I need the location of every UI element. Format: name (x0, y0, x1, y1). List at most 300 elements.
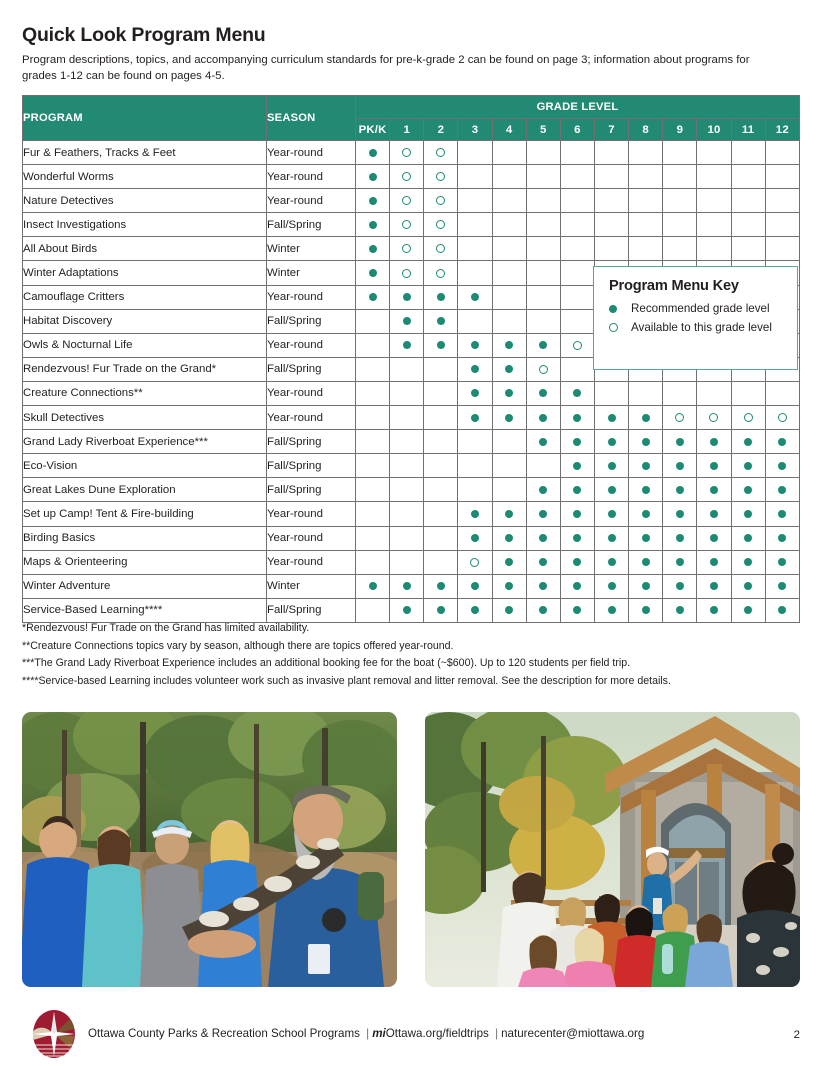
grade-cell-empty (424, 357, 458, 381)
program-name: Nature Detectives (23, 189, 267, 213)
grade-cell-recommended (663, 526, 697, 550)
filled-dot-icon (676, 534, 684, 542)
table-row (23, 189, 800, 213)
grade-cell-empty (458, 141, 492, 165)
grade-cell-recommended (765, 598, 799, 622)
col-header-grade-11: 11 (731, 119, 765, 141)
grade-cell-recommended (424, 309, 458, 333)
filled-dot-icon (710, 510, 718, 518)
grade-cell-recommended (731, 430, 765, 454)
grade-cell-recommended (356, 189, 390, 213)
filled-dot-icon (744, 486, 752, 494)
filled-dot-icon (369, 582, 377, 590)
filled-dot-icon (573, 534, 581, 542)
grade-cell-empty (492, 189, 526, 213)
grade-cell-available (390, 165, 424, 189)
ottawa-county-parks-logo (30, 1009, 78, 1059)
footer-email[interactable]: naturecenter@miottawa.org (501, 1027, 645, 1040)
open-circle-icon (402, 196, 411, 205)
footer-org: Ottawa County Parks & Recreation School Programs (88, 1027, 360, 1040)
program-season: Year-round (267, 285, 356, 309)
grade-cell-recommended (594, 430, 628, 454)
grade-cell-empty (458, 261, 492, 285)
program-season: Fall/Spring (267, 357, 356, 381)
filled-dot-icon (710, 558, 718, 566)
table-row (23, 406, 800, 430)
grade-cell-empty (560, 309, 594, 333)
table-head (23, 96, 800, 141)
filled-dot-icon (471, 510, 479, 518)
grade-cell-empty (458, 165, 492, 189)
grade-cell-empty (424, 526, 458, 550)
grade-cell-empty (663, 141, 697, 165)
page-title: Quick Look Program Menu (22, 24, 266, 46)
grade-cell-recommended (526, 381, 560, 405)
grade-cell-empty (663, 165, 697, 189)
filled-dot-icon (539, 486, 547, 494)
grade-cell-empty (492, 213, 526, 237)
grade-cell-available (424, 213, 458, 237)
filled-dot-icon (369, 293, 377, 301)
open-circle-icon (436, 172, 445, 181)
filled-dot-icon (403, 341, 411, 349)
grade-cell-recommended (594, 454, 628, 478)
open-circle-icon (744, 413, 753, 422)
grade-cell-available (424, 165, 458, 189)
open-circle-icon (436, 269, 445, 278)
program-name: Creature Connections** (23, 381, 267, 405)
grade-cell-empty (458, 237, 492, 261)
grade-cell-recommended (560, 526, 594, 550)
program-menu-table-wrap (22, 95, 800, 623)
filled-dot-icon (676, 510, 684, 518)
program-name: Maps & Orienteering (23, 550, 267, 574)
grade-cell-empty (492, 237, 526, 261)
open-circle-icon (609, 318, 631, 337)
grade-cell-recommended (629, 478, 663, 502)
filled-dot-icon (710, 606, 718, 614)
col-header-grade-7: 7 (594, 119, 628, 141)
program-name: Camouflage Critters (23, 285, 267, 309)
grade-cell-empty (731, 237, 765, 261)
grade-cell-empty (390, 406, 424, 430)
grade-cell-available (765, 406, 799, 430)
grade-cell-recommended (663, 598, 697, 622)
open-circle-icon (470, 558, 479, 567)
grade-cell-empty (629, 213, 663, 237)
filled-dot-icon (437, 606, 445, 614)
grade-cell-empty (765, 237, 799, 261)
photo-naturalist-with-children (22, 712, 397, 987)
program-name: Wonderful Worms (23, 165, 267, 189)
grade-cell-empty (526, 189, 560, 213)
grade-cell-recommended (390, 574, 424, 598)
grade-cell-recommended (356, 165, 390, 189)
grade-cell-recommended (356, 261, 390, 285)
grade-cell-recommended (697, 526, 731, 550)
program-season: Winter (267, 237, 356, 261)
grade-cell-empty (560, 213, 594, 237)
grade-cell-recommended (697, 550, 731, 574)
grade-cell-recommended (663, 454, 697, 478)
grade-cell-recommended (424, 574, 458, 598)
filled-dot-icon (744, 462, 752, 470)
col-header-grade-12: 12 (765, 119, 799, 141)
open-circle-icon (675, 413, 684, 422)
footnote: ***The Grand Lady Riverboat Experience includes an additional booking fee for the boat (~$600). Up to 120 students per field trip. (22, 657, 631, 670)
grade-cell-empty (356, 526, 390, 550)
grade-cell-empty (356, 406, 390, 430)
grade-cell-recommended (594, 550, 628, 574)
footer-text (88, 1027, 644, 1040)
grade-cell-recommended (526, 478, 560, 502)
grade-cell-recommended (629, 598, 663, 622)
grade-cell-empty (458, 213, 492, 237)
grade-cell-empty (594, 165, 628, 189)
grade-cell-available (731, 406, 765, 430)
grade-cell-recommended (629, 502, 663, 526)
grade-cell-empty (560, 261, 594, 285)
footnote: **Creature Connections topics vary by season, although there are topics offered year-round. (22, 639, 454, 652)
filled-dot-icon (710, 486, 718, 494)
table-row (23, 454, 800, 478)
grade-cell-empty (356, 357, 390, 381)
filled-dot-icon (573, 582, 581, 590)
grade-cell-empty (526, 261, 560, 285)
grade-cell-empty (629, 189, 663, 213)
table-row (23, 478, 800, 502)
filled-dot-icon (608, 486, 616, 494)
filled-dot-icon (505, 534, 513, 542)
filled-dot-icon (573, 486, 581, 494)
grade-cell-empty (663, 213, 697, 237)
col-header-grade-9: 9 (663, 119, 697, 141)
col-header-grade-level: GRADE LEVEL (356, 96, 800, 119)
filled-dot-icon (642, 582, 650, 590)
grade-cell-empty (492, 165, 526, 189)
key-row-available (609, 318, 797, 337)
grade-cell-recommended (697, 478, 731, 502)
filled-dot-icon (778, 558, 786, 566)
table-row (23, 502, 800, 526)
filled-dot-icon (608, 582, 616, 590)
grade-cell-empty (629, 381, 663, 405)
filled-dot-icon (539, 389, 547, 397)
filled-dot-icon (539, 510, 547, 518)
grade-cell-recommended (629, 406, 663, 430)
grade-cell-empty (765, 213, 799, 237)
grade-cell-empty (390, 502, 424, 526)
grade-cell-recommended (458, 333, 492, 357)
table-body (23, 141, 800, 623)
program-name: Winter Adaptations (23, 261, 267, 285)
grade-cell-empty (526, 141, 560, 165)
grade-cell-recommended (765, 574, 799, 598)
footer-website-rest[interactable]: Ottawa.org/fieldtrips (385, 1027, 489, 1040)
grade-cell-empty (424, 406, 458, 430)
grade-cell-available (663, 406, 697, 430)
grade-cell-available (390, 141, 424, 165)
col-header-grade-1: 1 (390, 119, 424, 141)
grade-cell-recommended (526, 333, 560, 357)
grade-cell-recommended (526, 574, 560, 598)
program-season: Year-round (267, 333, 356, 357)
grade-cell-recommended (560, 478, 594, 502)
filled-dot-icon (744, 558, 752, 566)
table-row (23, 213, 800, 237)
filled-dot-icon (778, 486, 786, 494)
grade-cell-empty (560, 141, 594, 165)
filled-dot-icon (676, 558, 684, 566)
grade-cell-empty (492, 430, 526, 454)
page-footer (0, 1003, 822, 1065)
grade-cell-empty (697, 213, 731, 237)
col-header-season: SEASON (267, 96, 356, 141)
filled-dot-icon (505, 582, 513, 590)
filled-dot-icon (505, 558, 513, 566)
footnote: *Rendezvous! Fur Trade on the Grand has limited availability. (22, 622, 310, 634)
filled-dot-icon (608, 534, 616, 542)
open-circle-icon (778, 413, 787, 422)
filled-dot-icon (744, 510, 752, 518)
filled-dot-icon (778, 510, 786, 518)
program-name: Owls & Nocturnal Life (23, 333, 267, 357)
page-intro: Program descriptions, topics, and accompanying curriculum standards for pre-k-grade 2 can be found on page 3; information about programs for grades 1-12 can be found on pages 4-5. (22, 54, 750, 82)
grade-cell-recommended (492, 598, 526, 622)
grade-cell-recommended (560, 454, 594, 478)
grade-cell-recommended (458, 502, 492, 526)
filled-dot-icon (642, 438, 650, 446)
filled-dot-icon (573, 558, 581, 566)
grade-cell-empty (356, 454, 390, 478)
filled-dot-icon (710, 462, 718, 470)
grade-cell-recommended (697, 574, 731, 598)
grade-cell-recommended (663, 502, 697, 526)
grade-cell-recommended (731, 454, 765, 478)
grade-cell-recommended (492, 502, 526, 526)
grade-cell-empty (697, 237, 731, 261)
filled-dot-icon (369, 149, 377, 157)
filled-dot-icon (710, 534, 718, 542)
grade-cell-recommended (663, 430, 697, 454)
open-circle-icon (402, 269, 411, 278)
grade-cell-available (526, 357, 560, 381)
grade-cell-recommended (594, 502, 628, 526)
program-season: Fall/Spring (267, 598, 356, 622)
grade-cell-recommended (424, 598, 458, 622)
program-name: Winter Adventure (23, 574, 267, 598)
grade-cell-recommended (765, 454, 799, 478)
grade-cell-recommended (390, 598, 424, 622)
program-season: Year-round (267, 189, 356, 213)
grade-cell-recommended (731, 502, 765, 526)
grade-cell-available (390, 261, 424, 285)
table-row (23, 141, 800, 165)
grade-cell-empty (526, 213, 560, 237)
grade-cell-recommended (731, 526, 765, 550)
grade-cell-recommended (560, 502, 594, 526)
grade-cell-empty (390, 381, 424, 405)
grade-cell-recommended (492, 574, 526, 598)
program-season: Year-round (267, 141, 356, 165)
grade-cell-empty (526, 285, 560, 309)
grade-cell-empty (697, 189, 731, 213)
program-season: Fall/Spring (267, 454, 356, 478)
grade-cell-recommended (560, 381, 594, 405)
grade-cell-empty (594, 213, 628, 237)
grade-cell-available (697, 406, 731, 430)
grade-cell-available (458, 550, 492, 574)
grade-cell-empty (560, 237, 594, 261)
grade-cell-empty (765, 141, 799, 165)
grade-cell-recommended (629, 454, 663, 478)
filled-dot-icon (710, 438, 718, 446)
filled-dot-icon (437, 317, 445, 325)
grade-cell-empty (697, 165, 731, 189)
grade-cell-recommended (492, 381, 526, 405)
program-season: Fall/Spring (267, 430, 356, 454)
page-header (22, 24, 800, 84)
filled-dot-icon (471, 606, 479, 614)
program-season: Fall/Spring (267, 213, 356, 237)
table-row (23, 237, 800, 261)
filled-dot-icon (539, 414, 547, 422)
open-circle-icon (402, 148, 411, 157)
grade-cell-recommended (765, 478, 799, 502)
grade-cell-recommended (697, 598, 731, 622)
grade-cell-recommended (458, 574, 492, 598)
grade-cell-recommended (458, 406, 492, 430)
filled-dot-icon (539, 534, 547, 542)
grade-cell-empty (492, 141, 526, 165)
program-season: Fall/Spring (267, 309, 356, 333)
grade-cell-empty (390, 454, 424, 478)
filled-dot-icon (471, 582, 479, 590)
grade-cell-recommended (458, 357, 492, 381)
grade-cell-recommended (424, 285, 458, 309)
filled-dot-icon (369, 221, 377, 229)
filled-dot-icon (539, 558, 547, 566)
filled-dot-icon (642, 534, 650, 542)
grade-cell-recommended (390, 333, 424, 357)
filled-dot-icon (676, 606, 684, 614)
grade-cell-available (424, 237, 458, 261)
open-circle-icon (402, 220, 411, 229)
filled-dot-icon (642, 414, 650, 422)
program-name: All About Birds (23, 237, 267, 261)
grade-cell-recommended (458, 598, 492, 622)
program-name: Birding Basics (23, 526, 267, 550)
filled-dot-icon (676, 582, 684, 590)
open-circle-icon (436, 196, 445, 205)
grade-cell-recommended (594, 598, 628, 622)
program-name: Fur & Feathers, Tracks & Feet (23, 141, 267, 165)
grade-cell-recommended (731, 574, 765, 598)
grade-cell-empty (526, 309, 560, 333)
grade-cell-recommended (458, 381, 492, 405)
grade-cell-recommended (560, 430, 594, 454)
grade-cell-recommended (731, 598, 765, 622)
col-header-grade-6: 6 (560, 119, 594, 141)
filled-dot-icon (403, 606, 411, 614)
program-name: Skull Detectives (23, 406, 267, 430)
grade-cell-empty (458, 309, 492, 333)
filled-dot-icon (505, 414, 513, 422)
grade-cell-empty (663, 381, 697, 405)
grade-cell-recommended (731, 478, 765, 502)
grade-cell-available (390, 189, 424, 213)
footer-separator-1: | (366, 1027, 370, 1040)
grade-cell-empty (629, 165, 663, 189)
grade-cell-empty (390, 430, 424, 454)
grade-cell-empty (594, 189, 628, 213)
filled-dot-icon (369, 245, 377, 253)
grade-cell-empty (356, 478, 390, 502)
filled-dot-icon (642, 606, 650, 614)
grade-cell-empty (424, 550, 458, 574)
grade-cell-empty (526, 237, 560, 261)
program-season: Year-round (267, 406, 356, 430)
open-circle-icon (402, 172, 411, 181)
filled-dot-icon (608, 558, 616, 566)
grade-cell-recommended (424, 333, 458, 357)
grade-cell-available (424, 189, 458, 213)
table-row (23, 165, 800, 189)
col-header-grade-pk-k: PK/K (356, 119, 390, 141)
filled-dot-icon (744, 606, 752, 614)
grade-cell-empty (594, 141, 628, 165)
key-row-recommended (609, 299, 797, 318)
filled-dot-icon (471, 341, 479, 349)
grade-cell-recommended (560, 406, 594, 430)
footnote: ****Service-based Learning includes volunteer work such as invasive plant removal and litter removal. See the description for more details. (22, 674, 671, 687)
grade-cell-empty (731, 165, 765, 189)
filled-dot-icon (437, 582, 445, 590)
filled-dot-icon (744, 534, 752, 542)
grade-cell-recommended (458, 526, 492, 550)
grade-cell-recommended (492, 406, 526, 430)
grade-cell-recommended (765, 502, 799, 526)
grade-cell-recommended (492, 550, 526, 574)
photo-group-at-nature-center (425, 712, 800, 987)
filled-dot-icon (403, 293, 411, 301)
filled-dot-icon (573, 606, 581, 614)
filled-dot-icon (676, 462, 684, 470)
grade-cell-empty (594, 237, 628, 261)
grade-cell-empty (765, 189, 799, 213)
grade-cell-recommended (697, 430, 731, 454)
program-season: Year-round (267, 526, 356, 550)
table-row (23, 526, 800, 550)
grade-cell-available (424, 141, 458, 165)
filled-dot-icon (539, 341, 547, 349)
filled-dot-icon (642, 486, 650, 494)
grade-cell-empty (356, 309, 390, 333)
open-circle-icon (573, 341, 582, 350)
filled-dot-icon (505, 510, 513, 518)
filled-dot-icon (744, 582, 752, 590)
grade-cell-recommended (594, 574, 628, 598)
filled-dot-icon (609, 299, 631, 318)
program-name: Set up Camp! Tent & Fire-building (23, 502, 267, 526)
filled-dot-icon (608, 510, 616, 518)
filled-dot-icon (642, 510, 650, 518)
grade-cell-empty (526, 454, 560, 478)
program-season: Year-round (267, 502, 356, 526)
grade-cell-empty (356, 502, 390, 526)
program-name: Habitat Discovery (23, 309, 267, 333)
filled-dot-icon (471, 389, 479, 397)
